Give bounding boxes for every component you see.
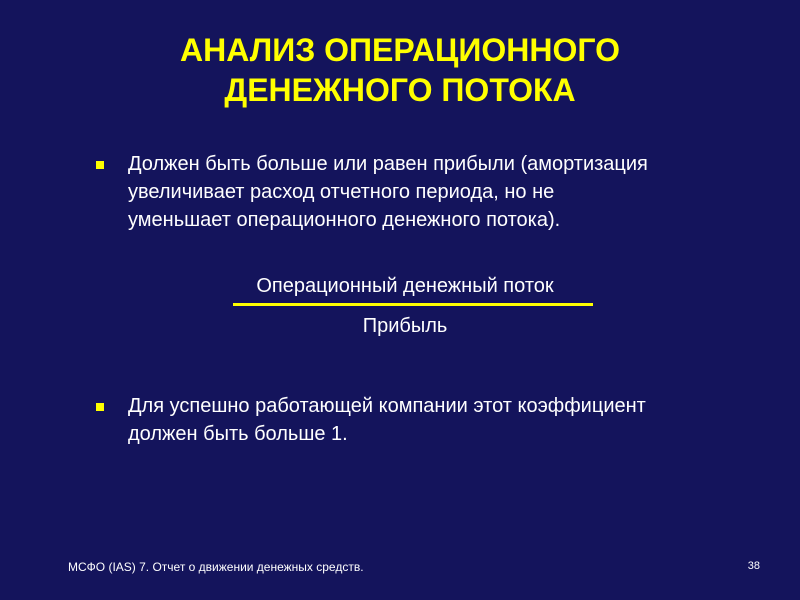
bullet-1-line-1: Должен быть больше или равен прибыли (амортизация <box>128 153 648 175</box>
bullet-1-line-2: увеличивает расход отчетного периода, но не <box>128 181 555 203</box>
bullet-item-1 <box>96 150 736 240</box>
square-bullet-icon <box>96 161 104 169</box>
fraction-numerator: Операционный денежный поток <box>256 275 554 297</box>
bullet-text-1 <box>128 150 728 234</box>
bullet-2-line-1: Для успешно работающей компании этот коэффициент <box>128 395 646 417</box>
slide-title <box>0 30 800 110</box>
footer-source: МСФО (IAS) 7. Отчет о движении денежных средств. <box>68 560 364 574</box>
square-bullet-icon <box>96 403 104 411</box>
fraction-denominator: Прибыль <box>362 315 448 337</box>
bullet-1-line-3: уменьшает операционного денежного потока). <box>128 209 561 231</box>
bullet-item-2 <box>96 392 736 452</box>
slide-title-line-2: ДЕНЕЖНОГО ПОТОКА <box>224 72 576 108</box>
page-number: 38 <box>747 560 760 572</box>
bullet-text-2 <box>128 392 728 448</box>
fraction-bar <box>233 303 593 306</box>
bullet-2-line-2: должен быть больше 1. <box>128 423 348 445</box>
slide-title-line-1: АНАЛИЗ ОПЕРАЦИОННОГО <box>180 32 620 68</box>
